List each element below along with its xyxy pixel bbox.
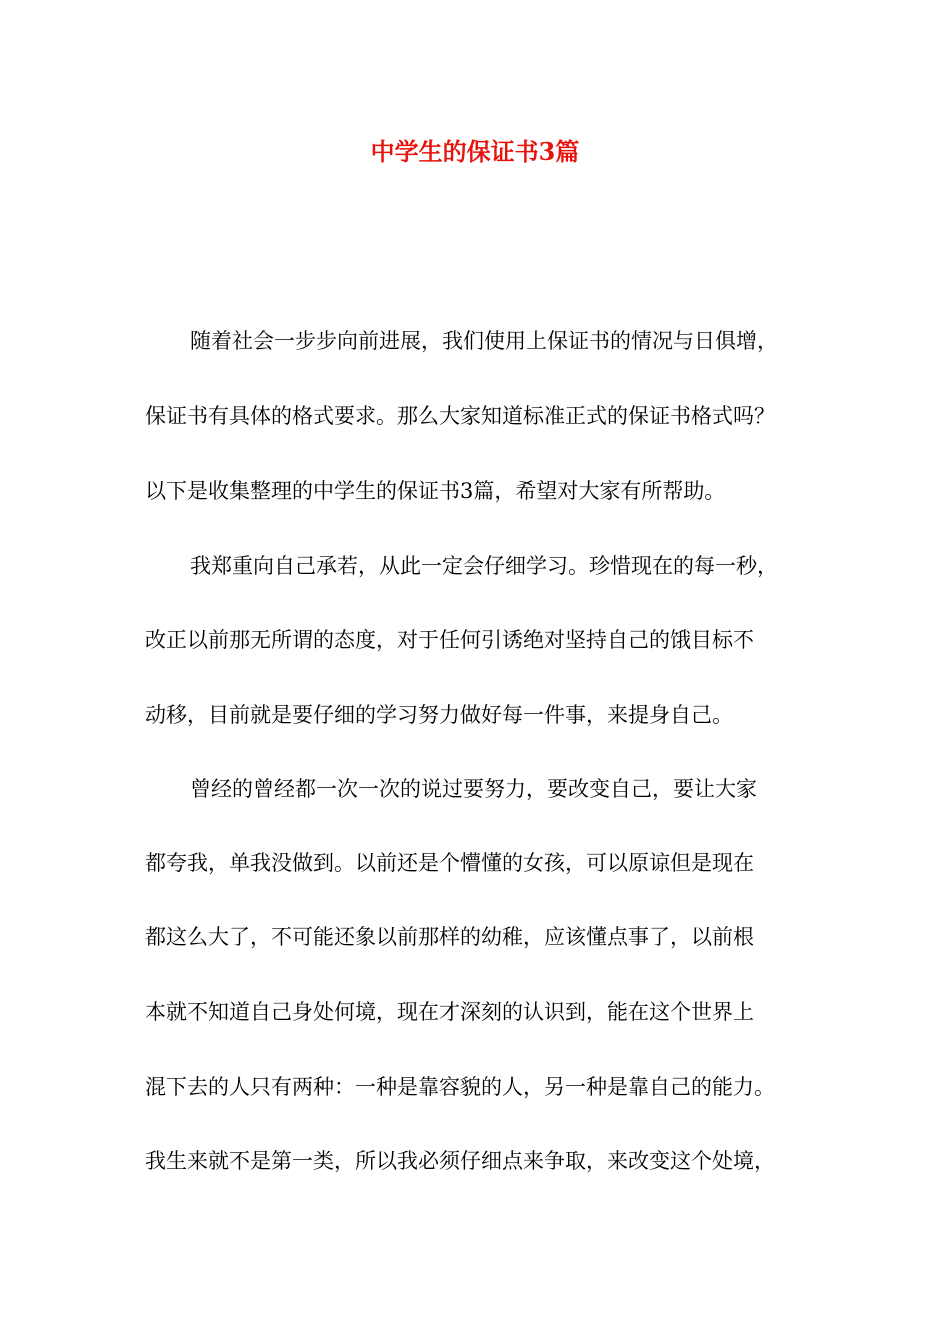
text-line: 混下去的人只有两种：一种是靠容貌的人，另一种是靠自己的能力。 bbox=[145, 1075, 775, 1099]
text-line: 曾经的曾经都一次一次的说过要努力，要改变自己，要让大家 bbox=[190, 777, 757, 801]
document-title: 中学生的保证书3篇 bbox=[370, 137, 580, 166]
text-line: 随着社会一步步向前进展，我们使用上保证书的情况与日俱增， bbox=[190, 329, 778, 353]
text-line: 我生来就不是第一类，所以我必须仔细点来争取，来改变这个处境， bbox=[145, 1149, 775, 1173]
text-line: 我郑重向自己承若，从此一定会仔细学习。珍惜现在的每一秒， bbox=[190, 554, 778, 578]
text-line: 以下是收集整理的中学生的保证书3篇，希望对大家有所帮助。 bbox=[145, 479, 726, 503]
text-line: 都夸我，单我没做到。以前还是个懵懂的女孩，可以原谅但是现在 bbox=[145, 851, 754, 875]
text-line: 动移，目前就是要仔细的学习努力做好每一件事，来提身自己。 bbox=[145, 703, 733, 727]
text-line: 保证书有具体的格式要求。那么大家知道标准正式的保证书格式吗？ bbox=[145, 404, 775, 428]
text-line: 改正以前那无所谓的态度，对于任何引诱绝对坚持自己的饿目标不 bbox=[145, 628, 754, 652]
text-line: 都这么大了，不可能还象以前那样的幼稚，应该懂点事了，以前根 bbox=[145, 925, 754, 949]
text-line: 本就不知道自己身处何境，现在才深刻的认识到，能在这个世界上 bbox=[145, 1000, 754, 1024]
